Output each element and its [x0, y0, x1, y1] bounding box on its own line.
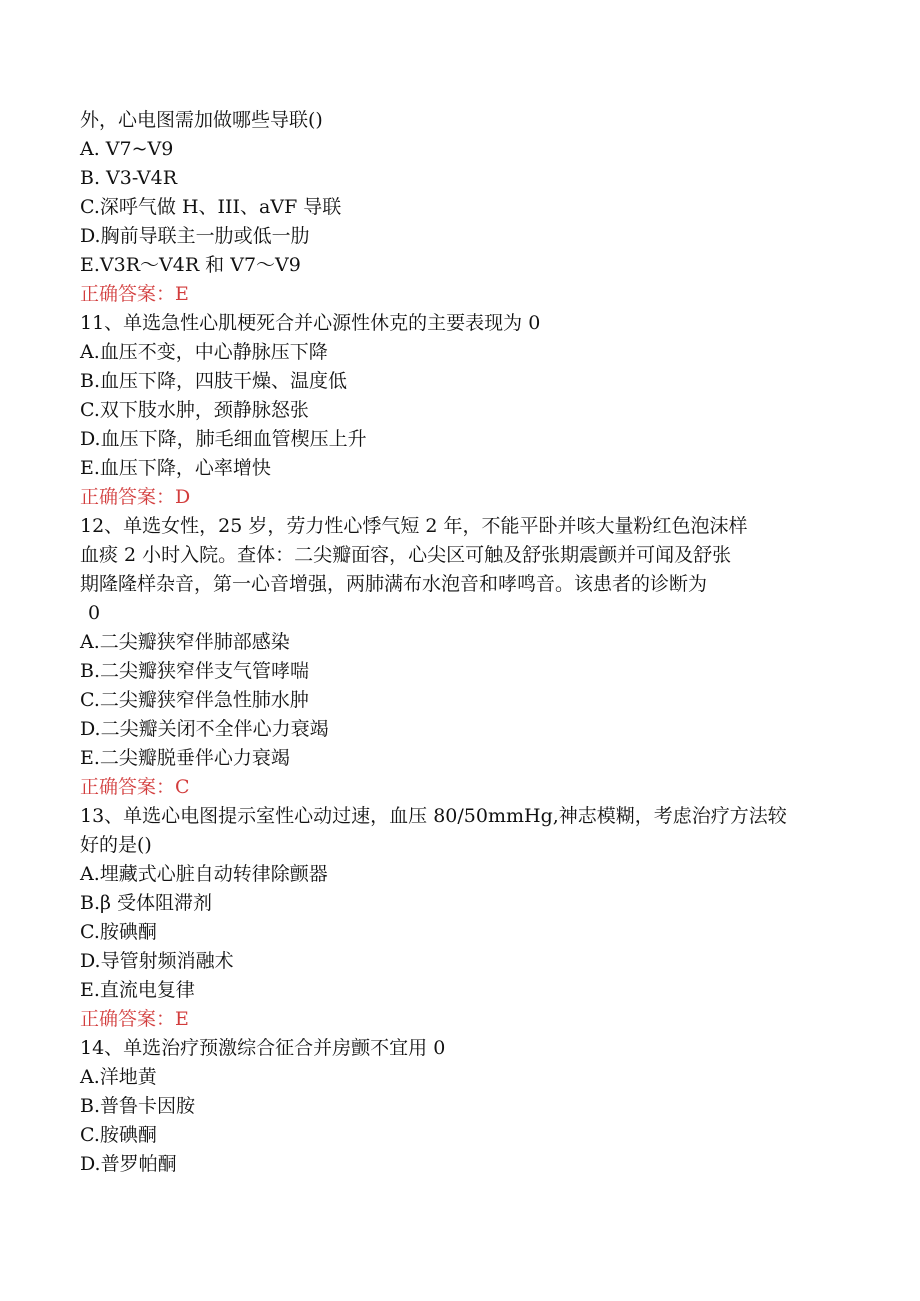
question-line: 0: [88, 602, 101, 624]
correct-answer-line: 正确答案：C: [80, 776, 190, 798]
question-line: 13、单选心电图提示室性心动过速，血压 80/50mmHg,神志模糊，考虑治疗方法较: [80, 805, 787, 827]
option-line: B.普鲁卡因胺: [80, 1095, 196, 1117]
correct-answer-line: 正确答案：D: [80, 486, 191, 508]
question-line: 外，心电图需加做哪些导联(): [80, 109, 323, 131]
correct-answer-line: 正确答案：E: [80, 283, 189, 305]
option-line: D.二尖瓣关闭不全伴心力衰竭: [80, 718, 329, 740]
option-line: E.血压下降，心率增快: [80, 457, 271, 479]
option-line: D.普罗帕酮: [80, 1153, 177, 1175]
option-line: A.血压不变，中心静脉压下降: [80, 341, 328, 363]
question-line: 11、单选急性心肌梗死合并心源性休克的主要表现为 0: [80, 312, 541, 334]
option-line: D.血压下降，肺毛细血管楔压上升: [80, 428, 367, 450]
option-line: E.V3R～V4R 和 V7～V9: [80, 254, 301, 276]
question-line: 14、单选治疗预激综合征合并房颤不宜用 0: [80, 1037, 446, 1059]
option-line: B.β 受体阻滞剂: [80, 892, 213, 914]
option-line: A.洋地黄: [80, 1066, 157, 1088]
option-line: C.深呼气做 H、III、aVF 导联: [80, 196, 342, 218]
document-page: [80, 106, 840, 1179]
option-line: D.胸前导联主一肋或低一肋: [80, 225, 310, 247]
question-line: 12、单选女性，25 岁，劳力性心悸气短 2 年，不能平卧并咳大量粉红色泡沫样: [80, 515, 748, 537]
question-line: 期隆隆样杂音，第一心音增强，两肺满布水泡音和哮鸣音。该患者的诊断为: [80, 573, 708, 595]
question-line: 血痰 2 小时入院。查体：二尖瓣面容，心尖区可触及舒张期震颤并可闻及舒张: [80, 544, 732, 566]
correct-answer-line: 正确答案：E: [80, 1008, 189, 1030]
option-line: B.血压下降，四肢干燥、温度低: [80, 370, 348, 392]
option-line: B. V3-V4R: [80, 167, 178, 189]
option-line: C.双下肢水肿，颈静脉怒张: [80, 399, 309, 421]
option-line: C.胺碘酮: [80, 1124, 157, 1146]
option-line: A.二尖瓣狭窄伴肺部感染: [80, 631, 290, 653]
option-line: A. V7~V9: [80, 138, 174, 160]
question-line: 好的是(): [80, 834, 152, 856]
option-line: B.二尖瓣狭窄伴支气管哮喘: [80, 660, 310, 682]
option-line: C.胺碘酮: [80, 921, 157, 943]
option-line: D.导管射频消融术: [80, 950, 234, 972]
option-line: A.埋藏式心脏自动转律除颤器: [80, 863, 328, 885]
option-line: E.二尖瓣脱垂伴心力衰竭: [80, 747, 290, 769]
option-line: E.直流电复律: [80, 979, 195, 1001]
option-line: C.二尖瓣狭窄伴急性肺水肿: [80, 689, 309, 711]
